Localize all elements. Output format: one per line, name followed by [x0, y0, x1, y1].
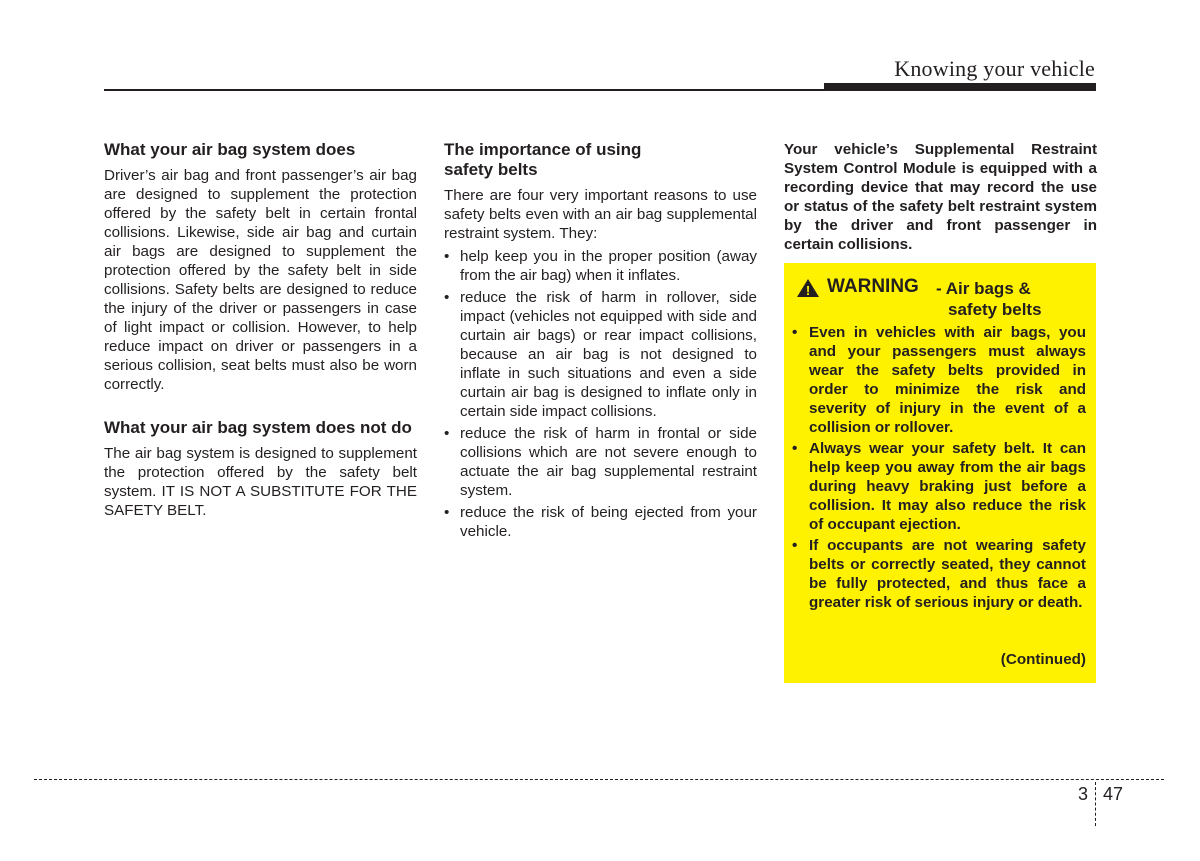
warning-list — [792, 323, 1086, 614]
bullet-icon: • — [444, 289, 450, 306]
page-header-title: Knowing your vehicle — [894, 56, 1095, 81]
list-item-text: reduce the risk of harm in rollover, side impact (vehicles not equipped with side and curtain air bags) or rear impact collisions, because an air bag is not designed to inflate in such situations and even a side curtain air bag is designed to inflate only in certain side impact collisions. — [460, 289, 757, 420]
section-body-airbag-does: Driver’s air bag and front passenger’s air bag are designed to supplement the protection offered by the safety belt in certain frontal collisions. Likewise, side air bag and curtain air bags are designed to supplement the protection offered by the safety belt in side collisions. Safety belts are designed to reduce the injury of the driver or passengers in case of light impact or collision. However, to help reduce impact on driver or passengers in a serious collision, seat belts must also be worn correctly. — [104, 167, 417, 393]
list-item-text: reduce the risk of harm in frontal or side collisions which are not severe enough to actuate the air bag supplemental restraint system. — [460, 425, 757, 499]
section-body-airbag-does-not: The air bag system is designed to supplement the protection offered by the safety belt system. IT IS NOT A SUBSTITUTE FOR THE SAFETY BELT. — [104, 445, 417, 519]
continued-label: (Continued) — [1000, 651, 1086, 668]
bullet-icon: • — [444, 425, 450, 442]
reasons-list — [444, 247, 757, 541]
warning-header — [796, 275, 1086, 321]
column-2 — [444, 140, 757, 544]
section-intro-safety-belts: There are four very important reasons to use safety belts even with an air bag supplemental restraint system. They: — [444, 187, 757, 242]
list-item — [444, 288, 757, 421]
list-item-text: If occupants are not wearing safety belts or correctly seated, they cannot be fully protected, and thus face a greater risk of serious injury or death. — [809, 537, 1086, 611]
list-item — [444, 247, 757, 285]
svg-text:!: ! — [805, 283, 811, 298]
list-item — [792, 439, 1086, 534]
list-item — [792, 323, 1086, 437]
bullet-icon: • — [792, 440, 798, 457]
warning-subtitle-line1: - Air bags & — [936, 279, 1031, 298]
list-item-text: reduce the risk of being ejected from your vehicle. — [460, 504, 757, 540]
column-1 — [104, 140, 417, 520]
warning-triangle-icon — [796, 278, 820, 298]
section-heading-airbag-does: What your air bag system does — [104, 140, 356, 159]
warning-subtitle-line2: safety belts — [948, 300, 1042, 319]
section-heading-safety-belts: The importance of using safety belts — [444, 140, 642, 179]
bullet-icon: • — [792, 537, 798, 554]
list-item — [792, 536, 1086, 612]
list-item — [444, 503, 757, 541]
footer-rule — [34, 779, 1164, 780]
column-3 — [784, 140, 1097, 254]
footer-divider — [1095, 782, 1096, 826]
bullet-icon: • — [792, 324, 798, 341]
bullet-icon: • — [444, 504, 450, 521]
recording-device-notice: Your vehicle’s Supplemental Restraint System Control Module is equipped with a recording device that may record the use or status of the safety belt restraint system by the driver and front passenger in certain collisions. — [784, 141, 1097, 253]
warning-box — [784, 263, 1096, 683]
warning-label: WARNING — [827, 276, 919, 297]
list-item — [444, 424, 757, 500]
list-item-text: Even in vehicles with air bags, you and your passengers must always wear the safety belts provided in order to minimize the risk and severity of injury in the event of a collision or rollover. — [809, 324, 1086, 436]
page-number: 47 — [1103, 784, 1124, 804]
list-item-text: help keep you in the proper position (away from the air bag) when it inflates. — [460, 248, 757, 284]
bullet-icon: • — [444, 248, 450, 265]
section-heading-airbag-does-not: What your air bag system does not do — [104, 418, 412, 437]
chapter-number: 3 — [1078, 784, 1089, 804]
list-item-text: Always wear your safety belt. It can help keep you away from the air bags during heavy braking just before a collision. It may also reduce the risk of occupant ejection. — [809, 440, 1086, 533]
header-rule-accent — [824, 83, 1096, 91]
